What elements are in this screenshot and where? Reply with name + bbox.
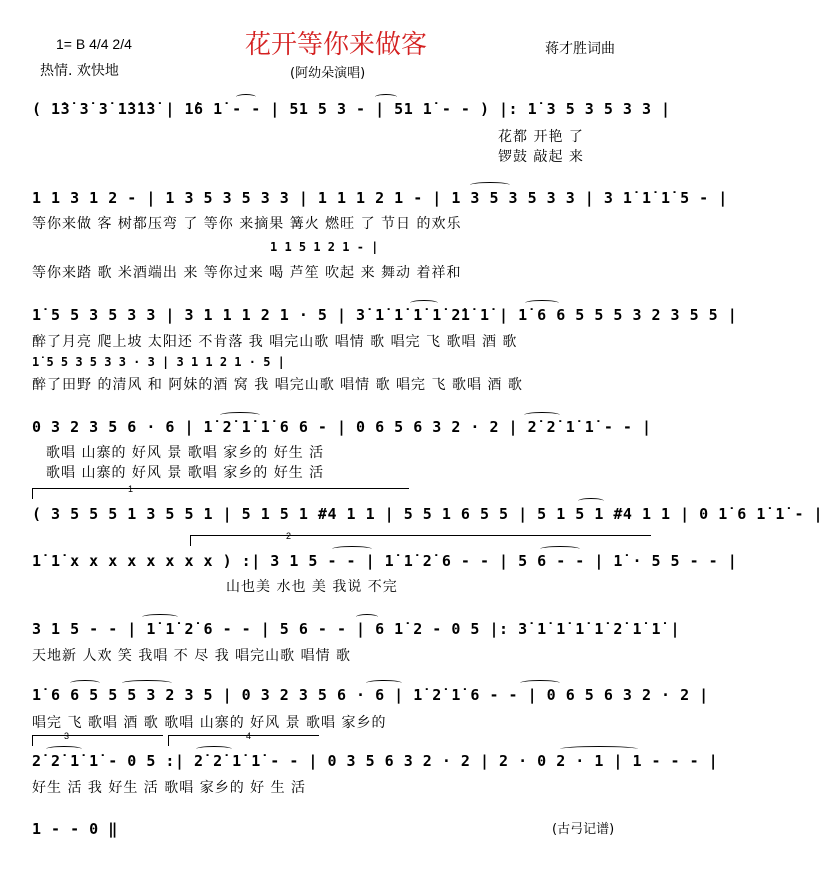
lyric-line: 好生 活 我 好生 活 歌唱 家乡的 好 生 活 bbox=[32, 780, 307, 796]
lyric-line: 花都 开艳 了 bbox=[498, 129, 584, 145]
lyric-line: 锣鼓 敲起 来 bbox=[498, 149, 584, 165]
notation-line: 1 1 5 1 2 1 - | bbox=[270, 240, 379, 254]
notation-line: 1̇ 1̇ x x x x x x x x ) :| 3 1 5 - - | 1̇ 1̇ 2̇ 6 - - | 5 6 - - | 1̇ · 5 5 - - | bbox=[32, 552, 738, 570]
tempo-marking: 热情. 欢快地 bbox=[40, 63, 119, 79]
notation-line: 2̇ 2̇ 1̇ 1̇ - 0 5 :| 2̇ 2̇ 1̇ 1̇ - - | 0 3 5 6 3 2 · 2 | 2 · 0 2 · 1 | 1 - - - | bbox=[32, 752, 719, 770]
notation-line: 1̇ 5 5 3 5 3 3 | 3 1 1 1 2 1 · 5 | 3̇ 1̇ 1̇ 1̇ 1̇ 2̇1̇ 1̇ | 1̇ 6 6 5 5 5 3 2 3 5 5 | bbox=[32, 306, 738, 324]
lyric-line: 醉了田野 的清风 和 阿妹的酒 窝 我 唱完山歌 唱情 歌 唱完 飞 歌唱 酒 歌 bbox=[32, 377, 523, 393]
notation-line: 1̇ 5 5 3 5 3 3 · 3 | 3 1 1 2 1 · 5 | bbox=[32, 355, 285, 369]
notation-line: 1̇ 6 6 5 5 5 3 2 3 5 | 0 3 2 3 5 6 · 6 | 1̇ 2̇ 1̇ 6 - - | 0 6 5 6 3 2 · 2 | bbox=[32, 686, 709, 704]
transcriber-credit: (古弓记谱) bbox=[552, 822, 615, 837]
composer-credit: 蒋才胜词曲 bbox=[545, 41, 615, 57]
notation-line: 1 1 3 1 2 - | 1 3 5 3 5 3 3 | 1 1 1 2 1 - | 1 3 5 3 5 3 3 | 3 1̇ 1̇ 1̇ 5 - | bbox=[32, 189, 728, 207]
notation-line: 0 3 2 3 5 6 · 6 | 1̇ 2̇ 1̇ 1̇ 6 6 - | 0 6 5 6 3 2 · 2 | 2̇ 2̇ 1̇ 1̇ - - | bbox=[32, 418, 652, 436]
notation-line: 3 1 5 - - | 1̇ 1̇ 2̇ 6 - - | 5 6 - - | 6 1̇ 2 - 0 5 |: 3̇ 1̇ 1̇ 1̇ 1̇ 2̇ 1̇ 1̇ | bbox=[32, 620, 681, 638]
lyric-line: 唱完 飞 歌唱 酒 歌 歌唱 山寨的 好风 景 歌唱 家乡的 bbox=[32, 715, 387, 731]
song-title: 花开等你来做客 bbox=[244, 30, 427, 60]
lyric-line: 歌唱 山寨的 好风 景 歌唱 家乡的 好生 活 bbox=[46, 465, 325, 481]
notation-line: ( 3 5 5 5 1 3 5 5 1 | 5 1 5 1 #4 1 1 | 5 5 1 6 5 5 | 5 1 5 1 #4 1 1 | 0 1̇ 6 1̇ 1̇ - | bbox=[32, 505, 823, 523]
singer-credit: (阿幼朵演唱) bbox=[290, 66, 366, 81]
notation-line: 1 - - 0 ‖ bbox=[32, 820, 118, 838]
lyric-line: 等你来踏 歌 米酒端出 来 等你过来 喝 芦笙 吹起 来 舞动 着祥和 bbox=[32, 265, 462, 281]
lyric-line: 山也美 水也 美 我说 不完 bbox=[226, 579, 398, 595]
lyric-line: 歌唱 山寨的 好风 景 歌唱 家乡的 好生 活 bbox=[46, 445, 325, 461]
lyric-line: 醉了月亮 爬上坡 太阳还 不肯落 我 唱完山歌 唱情 歌 唱完 飞 歌唱 酒 歌 bbox=[32, 334, 518, 350]
key-signature: 1= B 4/4 2/4 bbox=[56, 36, 132, 52]
lyric-line: 天地新 人欢 笑 我唱 不 尽 我 唱完山歌 唱情 歌 bbox=[32, 648, 352, 664]
lyric-line: 等你来做 客 树都压弯 了 等你 来摘果 篝火 燃旺 了 节日 的欢乐 bbox=[32, 216, 462, 232]
notation-line: ( 1̇3̇ 3̇ 3̇ 1̇3̇1̇3̇ | 1̇6 1̇ - - | 51 5 3 - | 51 1̇ - - ) |: 1̇ 3 5 3 5 3 3 | bbox=[32, 100, 671, 118]
